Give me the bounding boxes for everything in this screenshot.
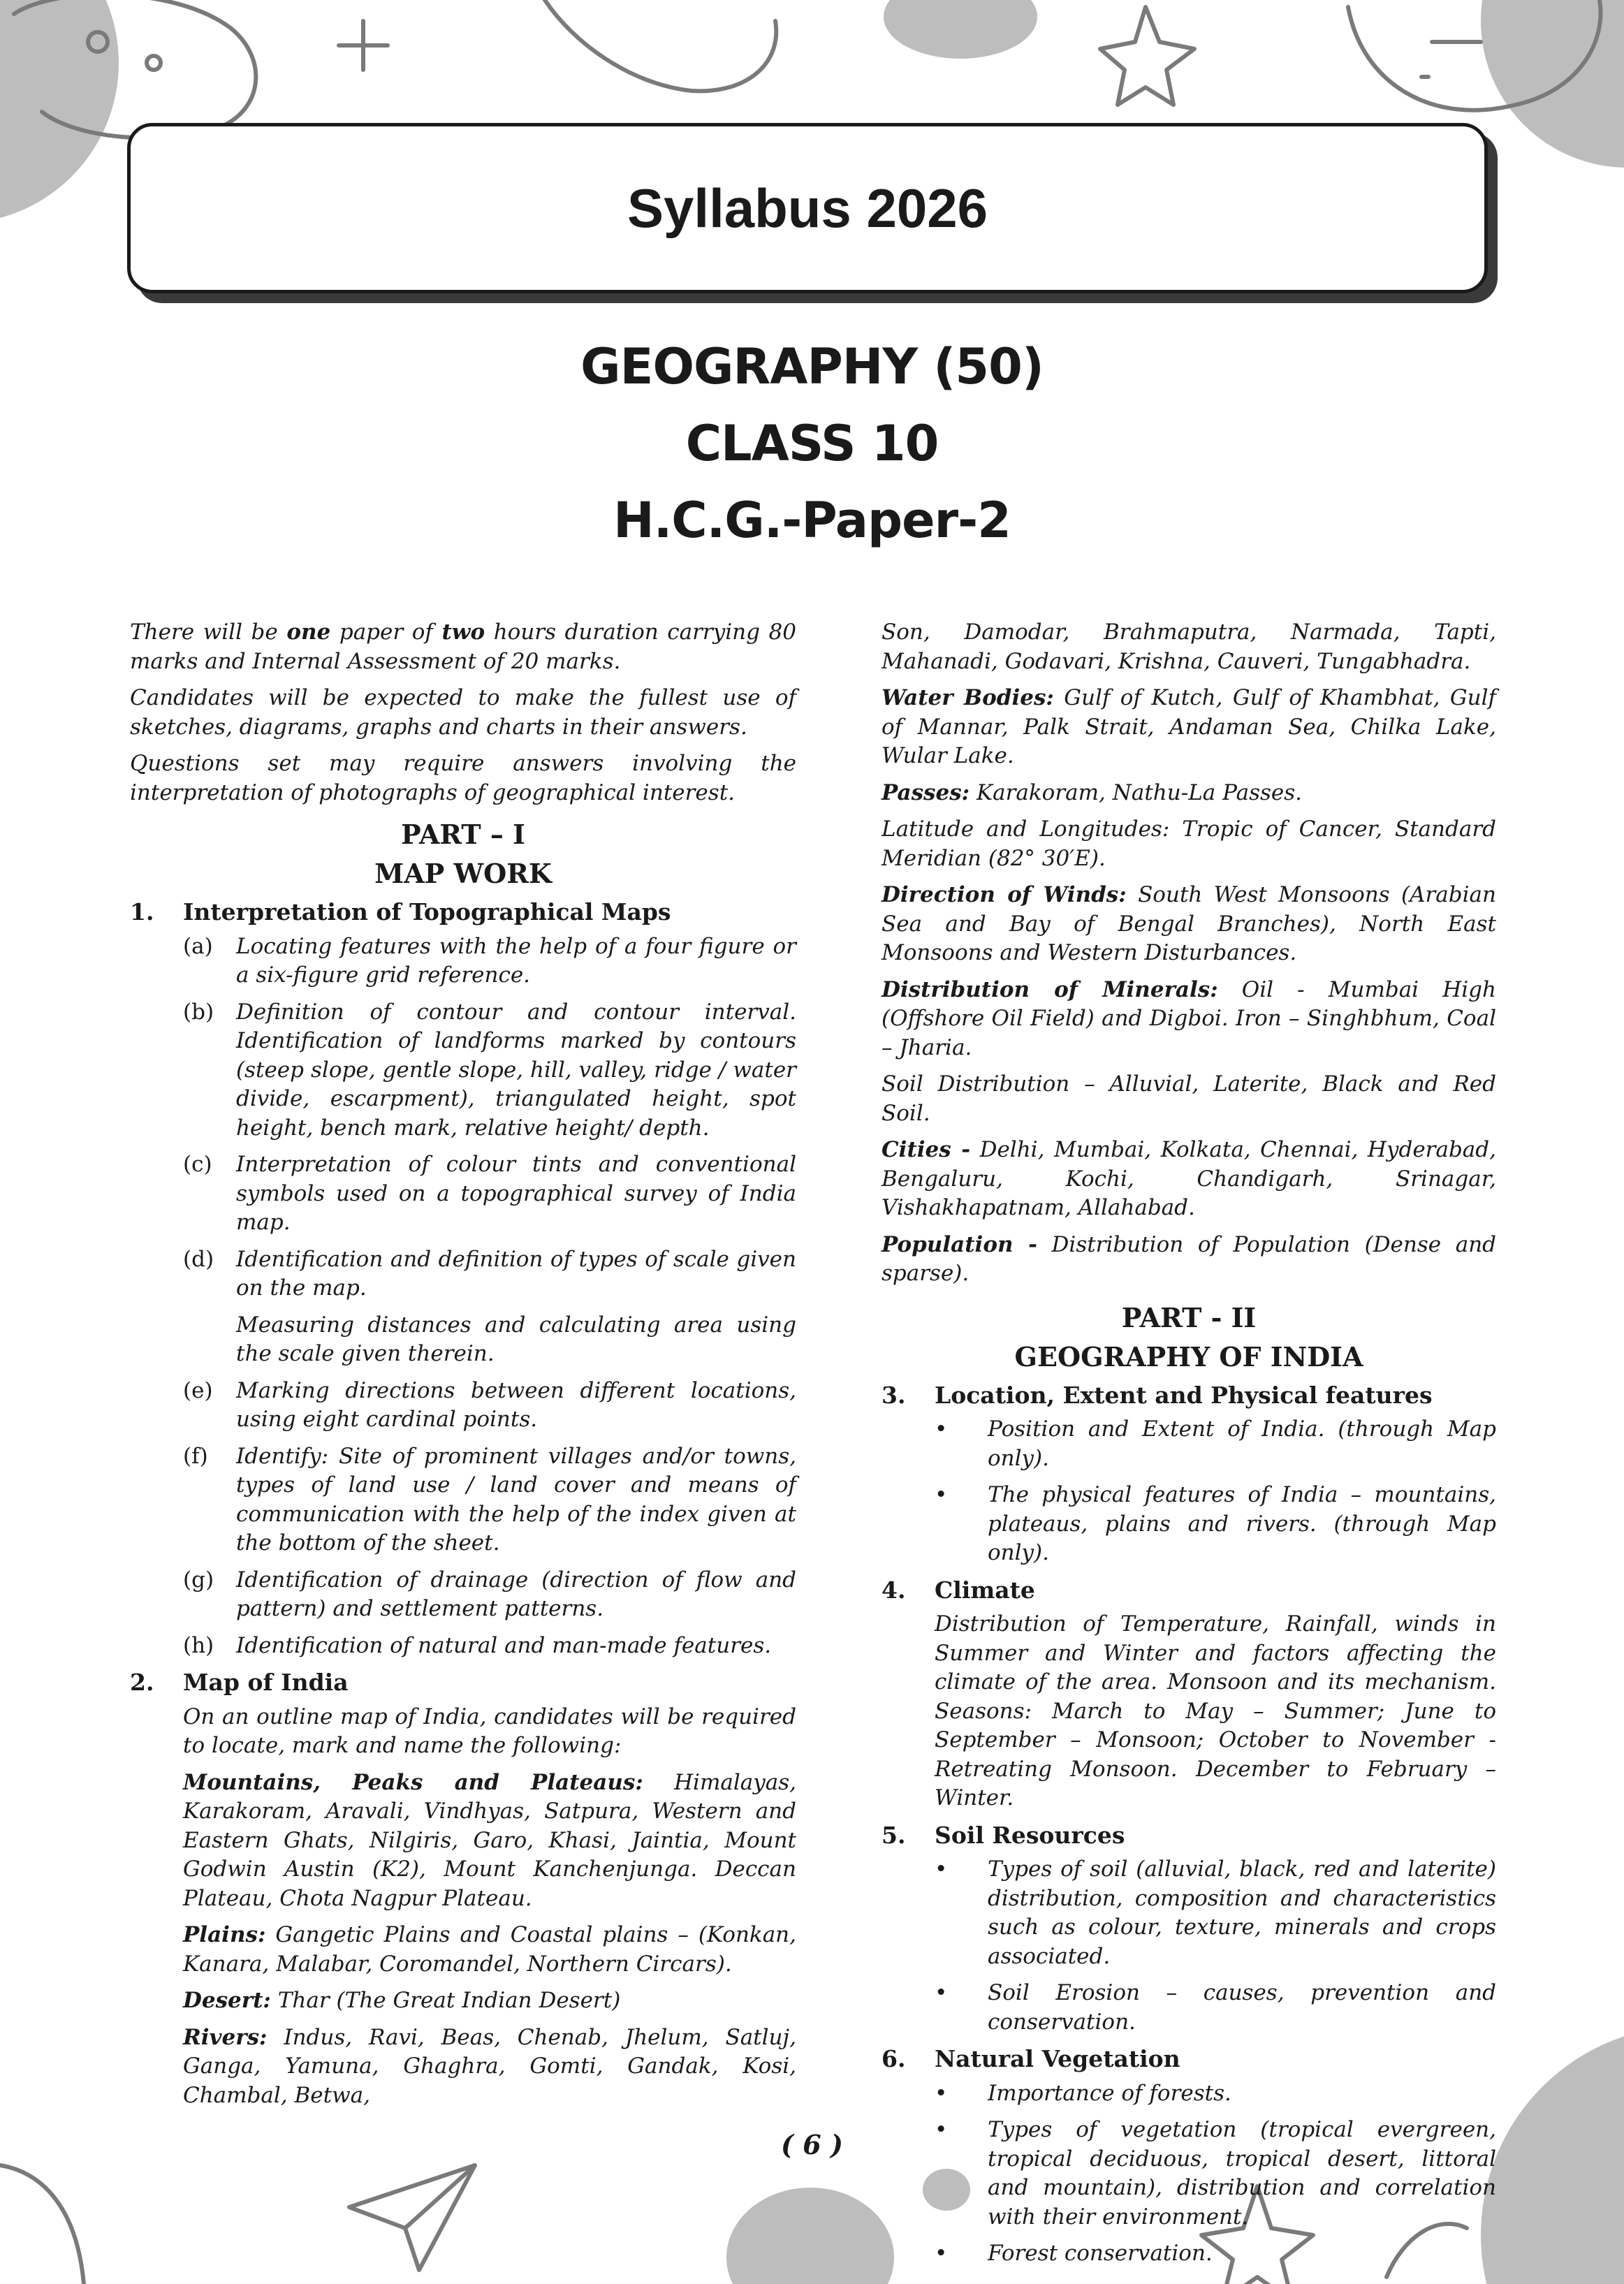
population-entry: Population - Distribution of Population (Dense and sparse). [882,1231,1497,1286]
doodle-bowl-icon [545,0,776,91]
list-item: • Types of vegetation (tropical evergreen, tropical deciduous, tropical desert, littoral and mountain), distribution and correlation with their environment. [935,2117,1496,2230]
list-item: • The physical features of India – mountains, plateaus, plains and rivers. (through Map only). [935,1482,1496,1565]
part-2-title: PART - II [1121,1301,1257,1333]
page-number: ( 6 ) [781,2129,843,2160]
part-1-title: PART – I [401,819,525,850]
cities-entry: Cities - Delhi, Mumbai, Kolkata, Chennai, Hyderabad, Bengaluru, Kochi, Chandigarh, Srinagar, Vishakhapatnam, Allahabad. [882,1137,1496,1220]
list-item: (g) Identification of drainage (direction of flow and pattern) and settlement patterns. [183,1567,796,1621]
list-item-continuation: Measuring distances and calculating area using the scale given therein. [236,1312,796,1366]
latlong-entry: Latitude and Longitudes: Tropic of Cancer, Standard Meridian (82° 30′E). [882,817,1496,871]
corner-circle-top-right [1481,0,1624,168]
section-3-heading: 3. Location, Extent and Physical features [882,1381,1433,1409]
blob-top [884,0,1037,59]
intro-paragraph-1: There will be one paper of two hours duration carrying 80 marks and Internal Assessment of 20 marks. [130,620,796,674]
map-intro: On an outline map of India, candidates will be required to locate, mark and name the following: [183,1704,796,1758]
paper-plane-icon [349,2165,475,2270]
blob-bottom [726,2188,894,2284]
star-icon [1100,7,1194,105]
list-item: • Position and Extent of India. (through Map only). [935,1416,1496,1471]
passes-entry: Passes: Karakoram, Nathu-La Passes. [882,779,1303,805]
list-item: (a) Locating features with the help of a four figure or a six-figure grid reference. [183,933,796,988]
list-item: • Soil Erosion – causes, prevention and conservation. [935,1980,1496,2035]
list-item: • Forest conservation. [935,2241,1213,2266]
winds-entry: Direction of Winds: South West Monsoons (Arabian Sea and Bay of Bengal Branches), North East Monsoons and Western Disturbances. [882,882,1496,965]
left-column [130,618,796,2118]
list-item: (b) Definition of contour and contour interval. Identification of landforms marked by contours (steep slope, gentle slope, hill, valley, ridge / water divide, escarpment), triangulated height, spot height, bench mark, relative height/ depth. [183,999,796,1141]
list-item: (e) Marking directions between different locations, using eight cardinal points. [183,1377,796,1432]
intro-paragraph-3: Questions set may require answers involving the interpretation of photographs of geographical interest. [130,751,796,805]
part-1-subtitle: MAP WORK [374,858,552,889]
section-1-heading: 1. Interpretation of Topographical Maps [130,898,671,925]
list-item: • Importance of forests. [935,2080,1231,2106]
soil-distribution-entry: Soil Distribution – Alluvial, Laterite, Black and Red Soil. [882,1071,1496,1126]
heading-block [0,328,1624,559]
list-item: (d) Identification and definition of types of scale given on the map. [183,1246,796,1301]
mountains-entry: Mountains, Peaks and Plateaus: Himalayas, Karakoram, Aravali, Vindhyas, Satpura, Western and Eastern Ghats, Nilgiris, Garo, Khasi, Jaintia, Mount Godwin Austin (K2), Mount Kanchenjunga. Deccan Plateau, Chota Nagpur Plateau. [183,1769,797,1911]
plus-icon [339,21,388,70]
right-column [882,618,1496,2276]
list-item: (h) Identification of natural and man-made features. [183,1632,772,1658]
list-item: (c) Interpretation of colour tints and conventional symbols used on a topographical survey of India map. [183,1152,796,1235]
section-4-heading: 4. Climate [882,1576,1035,1604]
intro-paragraph-2: Candidates will be expected to make the fullest use of sketches, diagrams, graphs and charts in their answers. [130,685,796,740]
doodle-arc-icon [0,2165,84,2284]
section-6-heading: 6. Natural Vegetation [882,2045,1180,2072]
list-item: • Types of soil (alluvial, black, red and laterite) distribution, composition and characteristics such as colour, texture, minerals and crops associated. [935,1857,1496,1969]
list-item: (f) Identify: Site of prominent villages and/or towns, types of land use / land cover and means of communication with the help of the index given at the bottom of the sheet. [183,1443,796,1555]
paper-heading: H.C.G.-Paper-2 [613,492,1011,549]
plains-entry: Plains: Gangetic Plains and Coastal plains – (Konkan, Kanara, Malabar, Coromandel, Northern Circars). [183,1922,796,1977]
title-banner [127,123,1488,293]
subject-heading: GEOGRAPHY (50) [580,338,1044,395]
water-bodies-entry: Water Bodies: Gulf of Kutch, Gulf of Khambhat, Gulf of Mannar, Palk Strait, Andaman Sea, Chilka Lake, Wular Lake. [882,685,1496,768]
class-heading: CLASS 10 [685,415,939,472]
desert-entry: Desert: Thar (The Great Indian Desert) [183,1988,621,2013]
banner-title: Syllabus 2026 [627,177,988,239]
rivers-entry: Rivers: Indus, Ravi, Beas, Chenab, Jhelum, Satluj, Ganga, Yamuna, Ghaghra, Gomti, Gandak, Kosi, Chambal, Betwa, [183,2024,796,2108]
climate-text: Distribution of Temperature, Rainfall, winds in Summer and Winter and factors affecting the climate of the area. Monsoon and its mechanism. Seasons: March to May – Summer; June to September – Monsoon; October to November - Retreating Monsoon. December to February – Winter. [935,1611,1496,1810]
rivers-continued: Son, Damodar, Brahmaputra, Narmada, Tapti, Mahanadi, Godavari, Krishna, Cauveri, Tungabhadra. [882,620,1496,674]
part-2-subtitle: GEOGRAPHY OF INDIA [1014,1340,1363,1372]
minerals-entry: Distribution of Minerals: Oil - Mumbai High (Offshore Oil Field) and Digboi. Iron – Singhbhum, Coal – Jharia. [882,976,1496,1060]
section-2-heading: 2. Map of India [130,1669,349,1696]
section-5-heading: 5. Soil Resources [882,1821,1125,1849]
